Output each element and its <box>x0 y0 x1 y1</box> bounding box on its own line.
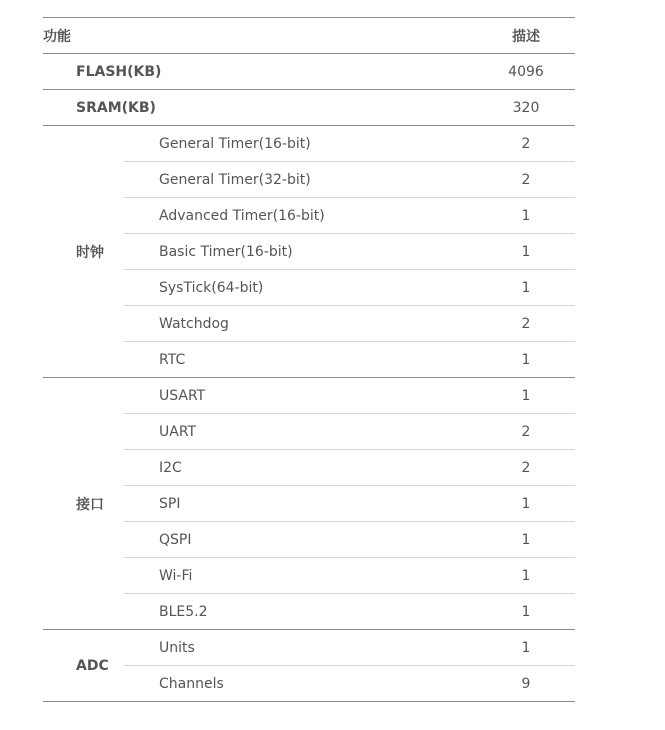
item-name: Units <box>124 630 477 666</box>
item-name: General Timer(32-bit) <box>124 162 477 198</box>
group-label: ADC <box>43 630 124 702</box>
table-row <box>43 378 575 414</box>
item-name: Basic Timer(16-bit) <box>124 234 477 270</box>
table-row <box>43 90 575 126</box>
group-label: 接口 <box>43 378 124 630</box>
item-name: Channels <box>124 666 477 702</box>
item-value: 1 <box>477 594 575 630</box>
item-value: 1 <box>477 270 575 306</box>
spec-table <box>43 17 575 702</box>
table-header-row <box>43 18 575 54</box>
item-name: Wi-Fi <box>124 558 477 594</box>
item-value: 2 <box>477 450 575 486</box>
item-value: 2 <box>477 306 575 342</box>
item-name: Watchdog <box>124 306 477 342</box>
item-value: 1 <box>477 558 575 594</box>
item-value: 1 <box>477 342 575 378</box>
item-name: General Timer(16-bit) <box>124 126 477 162</box>
item-value: 1 <box>477 486 575 522</box>
item-value: 1 <box>477 198 575 234</box>
group-label: 时钟 <box>43 126 124 378</box>
item-name: SPI <box>124 486 477 522</box>
item-value: 1 <box>477 378 575 414</box>
row-value: 320 <box>477 90 575 126</box>
item-value: 9 <box>477 666 575 702</box>
row-value: 4096 <box>477 54 575 90</box>
row-label: FLASH(KB) <box>43 54 477 90</box>
table-row <box>43 126 575 162</box>
item-name: I2C <box>124 450 477 486</box>
item-name: USART <box>124 378 477 414</box>
header-description: 描述 <box>477 18 575 54</box>
item-name: UART <box>124 414 477 450</box>
row-label: SRAM(KB) <box>43 90 477 126</box>
item-value: 1 <box>477 522 575 558</box>
item-value: 1 <box>477 234 575 270</box>
table-row <box>43 630 575 666</box>
item-value: 2 <box>477 414 575 450</box>
table-row <box>43 54 575 90</box>
item-name: Advanced Timer(16-bit) <box>124 198 477 234</box>
item-name: RTC <box>124 342 477 378</box>
item-value: 1 <box>477 630 575 666</box>
item-name: QSPI <box>124 522 477 558</box>
header-feature: 功能 <box>43 18 477 54</box>
item-value: 2 <box>477 162 575 198</box>
item-value: 2 <box>477 126 575 162</box>
item-name: BLE5.2 <box>124 594 477 630</box>
item-name: SysTick(64-bit) <box>124 270 477 306</box>
